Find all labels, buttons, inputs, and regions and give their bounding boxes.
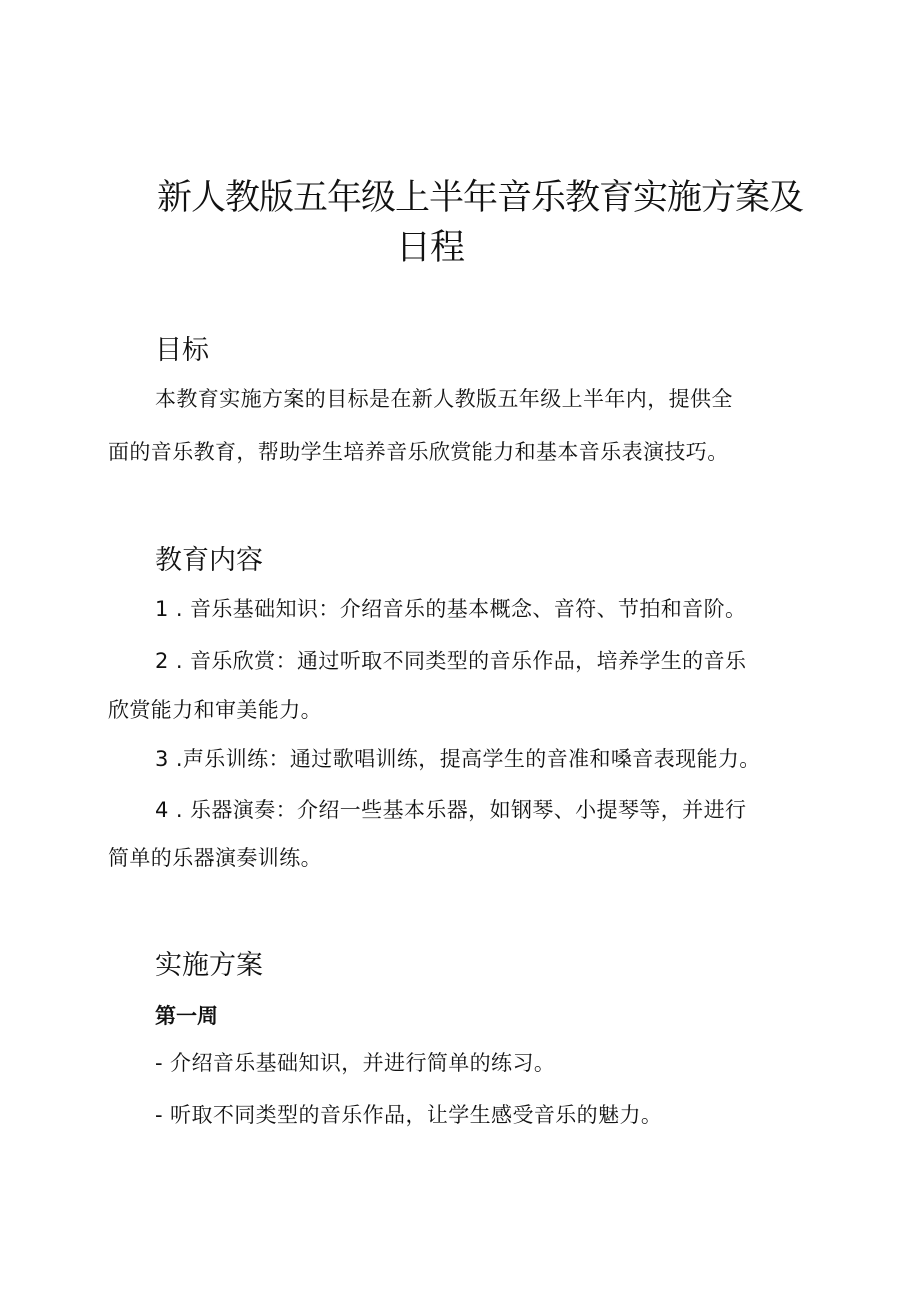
content-item-4-line-2: 简单的乐器演奏训练。	[108, 846, 322, 870]
goal-paragraph-line-2: 面的音乐教育，帮助学生培养音乐欣赏能力和基本音乐表演技巧。	[108, 440, 729, 464]
document-title-line-2: 日程	[395, 228, 464, 268]
content-item-2-line-1: 2 . 音乐欣赏：通过听取不同类型的音乐作品，培养学生的音乐	[155, 649, 747, 673]
goal-heading: 目标	[155, 335, 209, 366]
plan-heading: 实施方案	[155, 950, 263, 981]
content-item-1-line-1: 1 . 音乐基础知识：介绍音乐的基本概念、音符、节拍和音阶。	[155, 597, 747, 621]
content-item-2-line-2: 欣赏能力和审美能力。	[108, 698, 322, 722]
week1-item-2: - 听取不同类型的音乐作品，让学生感受音乐的魅力。	[155, 1103, 663, 1127]
document-title-line-1: 新人教版五年级上半年音乐教育实施方案及	[156, 178, 803, 218]
goal-paragraph-line-1: 本教育实施方案的目标是在新人教版五年级上半年内，提供全	[155, 387, 733, 411]
week1-label: 第一周	[155, 1004, 218, 1028]
content-item-4-line-1: 4 . 乐器演奏：介绍一些基本乐器，如钢琴、小提琴等，并进行	[155, 798, 747, 822]
week1-item-1: - 介绍音乐基础知识，并进行简单的练习。	[155, 1051, 556, 1075]
content-heading: 教育内容	[155, 545, 263, 576]
content-item-3-line-1: 3 .声乐训练：通过歌唱训练，提高学生的音准和嗓音表现能力。	[155, 747, 761, 771]
